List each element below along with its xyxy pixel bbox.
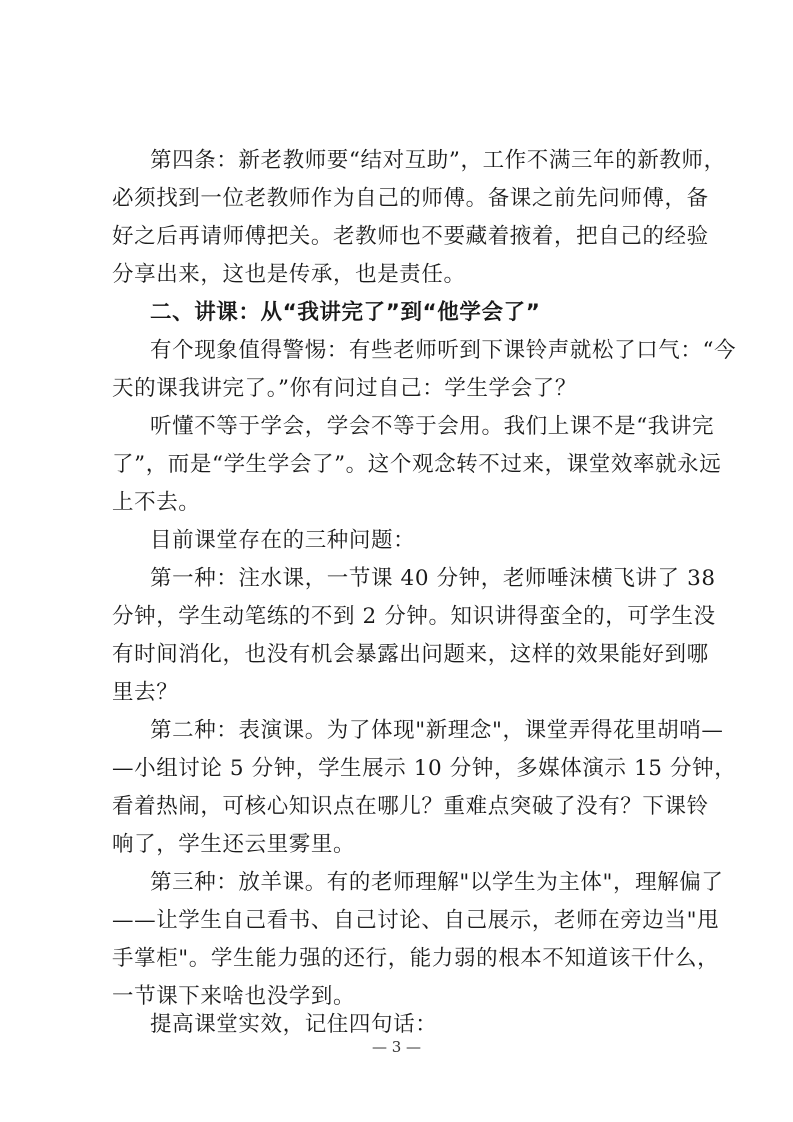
paragraph-line: 手掌柜"。学生能力强的还行，能力弱的根本不知道该干什么， bbox=[112, 946, 720, 971]
paragraph-line: 上不去。 bbox=[112, 490, 201, 515]
section-heading: 二、讲课：从“我讲完了”到“他学会了” bbox=[150, 300, 541, 325]
paragraph-line: 分享出来，这也是传承，也是责任。 bbox=[112, 262, 466, 287]
paragraph-line: 第二种：表演课。为了体现"新理念"，课堂弄得花里胡哨— bbox=[150, 718, 724, 743]
paragraph-line: 响了，学生还云里雾里。 bbox=[112, 832, 356, 857]
paragraph-line: 看着热闹，可核心知识点在哪儿？重难点突破了没有？下课铃 bbox=[112, 794, 709, 819]
paragraph-line: 必须找到一位老教师作为自己的师傅。备课之前先问师傅，备 bbox=[112, 186, 709, 211]
paragraph-line: 一节课下来啥也没学到。 bbox=[112, 984, 356, 1009]
paragraph-line: 提高课堂实效，记住四句话： bbox=[150, 1012, 438, 1037]
paragraph-line: 第三种：放羊课。有的老师理解"以学生为主体"，理解偏了 bbox=[150, 870, 724, 895]
paragraph-line: 有个现象值得警惕：有些老师听到下课铃声就松了口气：“今 bbox=[150, 338, 737, 363]
paragraph-line: 分钟，学生动笔练的不到 2 分钟。知识讲得蛮全的，可学生没 bbox=[112, 604, 716, 629]
paragraph-line: —小组讨论 5 分钟，学生展示 10 分钟，多媒体演示 15 分钟， bbox=[112, 756, 737, 781]
page-number: — 3 — bbox=[371, 1038, 422, 1056]
paragraph-line: ——让学生自己看书、自己讨论、自己展示，老师在旁边当"甩 bbox=[112, 908, 720, 933]
paragraph-line: 目前课堂存在的三种问题： bbox=[150, 528, 416, 553]
paragraph-line: 好之后再请师傅把关。老教师也不要藏着掖着，把自己的经验 bbox=[112, 224, 709, 249]
paragraph-line: 有时间消化，也没有机会暴露出问题来，这样的效果能好到哪 bbox=[112, 642, 709, 667]
paragraph-line: 里去？ bbox=[112, 680, 179, 705]
paragraph-line: 第一种：注水课，一节课 40 分钟，老师唾沫横飞讲了 38 bbox=[150, 566, 716, 591]
paragraph-line: 天的课我讲完了。”你有问过自己：学生学会了？ bbox=[112, 376, 577, 401]
paragraph-line: 听懂不等于学会，学会不等于会用。我们上课不是“我讲完 bbox=[150, 414, 715, 439]
paragraph-line: 了”，而是“学生学会了”。这个观念转不过来，课堂效率就永远 bbox=[112, 452, 722, 477]
paragraph-line: 第四条：新老教师要“结对互助”，工作不满三年的新教师， bbox=[150, 148, 726, 173]
